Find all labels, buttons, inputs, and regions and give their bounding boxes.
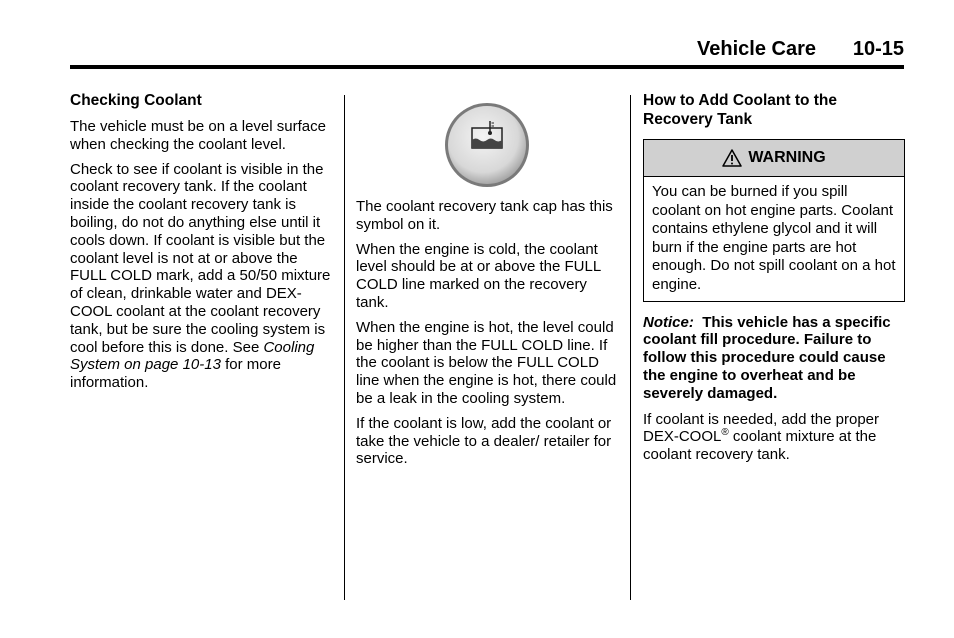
warning-body: You can be burned if you spill coolant on hot engine parts. Coolant contains ethylene glycol and it will burn if the engine parts are hot enough. Do not spill coolant on a hot engine. bbox=[652, 183, 896, 293]
add-coolant-heading: How to Add Coolant to the Recovery Tank bbox=[643, 92, 837, 128]
cross-reference-link[interactable]: Cooling System on page 10-13 bbox=[70, 338, 315, 374]
paragraph: The vehicle must be on a level surface when checking the coolant level. bbox=[70, 118, 326, 153]
warning-icon bbox=[722, 149, 742, 167]
page-header bbox=[70, 37, 904, 69]
notice-label: Notice: bbox=[643, 313, 694, 331]
column-checking-coolant bbox=[70, 91, 334, 399]
warning-box bbox=[643, 139, 905, 302]
warning-header bbox=[644, 140, 904, 177]
column-divider bbox=[344, 95, 345, 600]
paragraph: When the engine is cold, the coolant level should be at or above the FULL COLD line marked on the recovery tank. bbox=[356, 240, 601, 311]
paragraph: The coolant recovery tank cap has this symbol on it. bbox=[356, 198, 613, 233]
checking-coolant-heading: Checking Coolant bbox=[70, 92, 202, 109]
column-add-coolant bbox=[643, 91, 905, 471]
column-divider bbox=[630, 95, 631, 600]
column-cap-symbol bbox=[356, 98, 622, 475]
paragraph: Check to see if coolant is visible in the coolant recovery tank. If the coolant inside the coolant recovery tank is boiling, do not do anything else until it cools down. If coolant is visible but the coolant level is not at or above the FULL COLD mark, add a 50/50 mixture of clean, drinkable water and DEX-COOL coolant at the coolant recovery tank, but be sure the cooling system is cool before this is done. See Cooling System on page 10-13 for more information. bbox=[70, 160, 331, 392]
warning-title: WARNING bbox=[748, 149, 826, 167]
page-number: 10-15 bbox=[852, 38, 904, 60]
paragraph: If coolant is needed, add the proper DEX-COOL® coolant mixture at the coolant recovery tank. bbox=[643, 410, 880, 464]
section-title: Vehicle Care bbox=[697, 38, 816, 60]
coolant-cap-symbol-icon bbox=[444, 102, 530, 188]
notice-paragraph: Notice: This vehicle has a specific coolant fill procedure. Failure to follow this procedure could cause the engine to overheat and be severely damaged. bbox=[643, 313, 891, 402]
paragraph: When the engine is hot, the level could be higher than the FULL COLD line. If the coolant is below the FULL COLD line when the engine is hot, there could be a leak in the cooling system. bbox=[356, 318, 617, 407]
paragraph: If the coolant is low, add the coolant or take the vehicle to a dealer/ retailer for service. bbox=[356, 414, 612, 468]
